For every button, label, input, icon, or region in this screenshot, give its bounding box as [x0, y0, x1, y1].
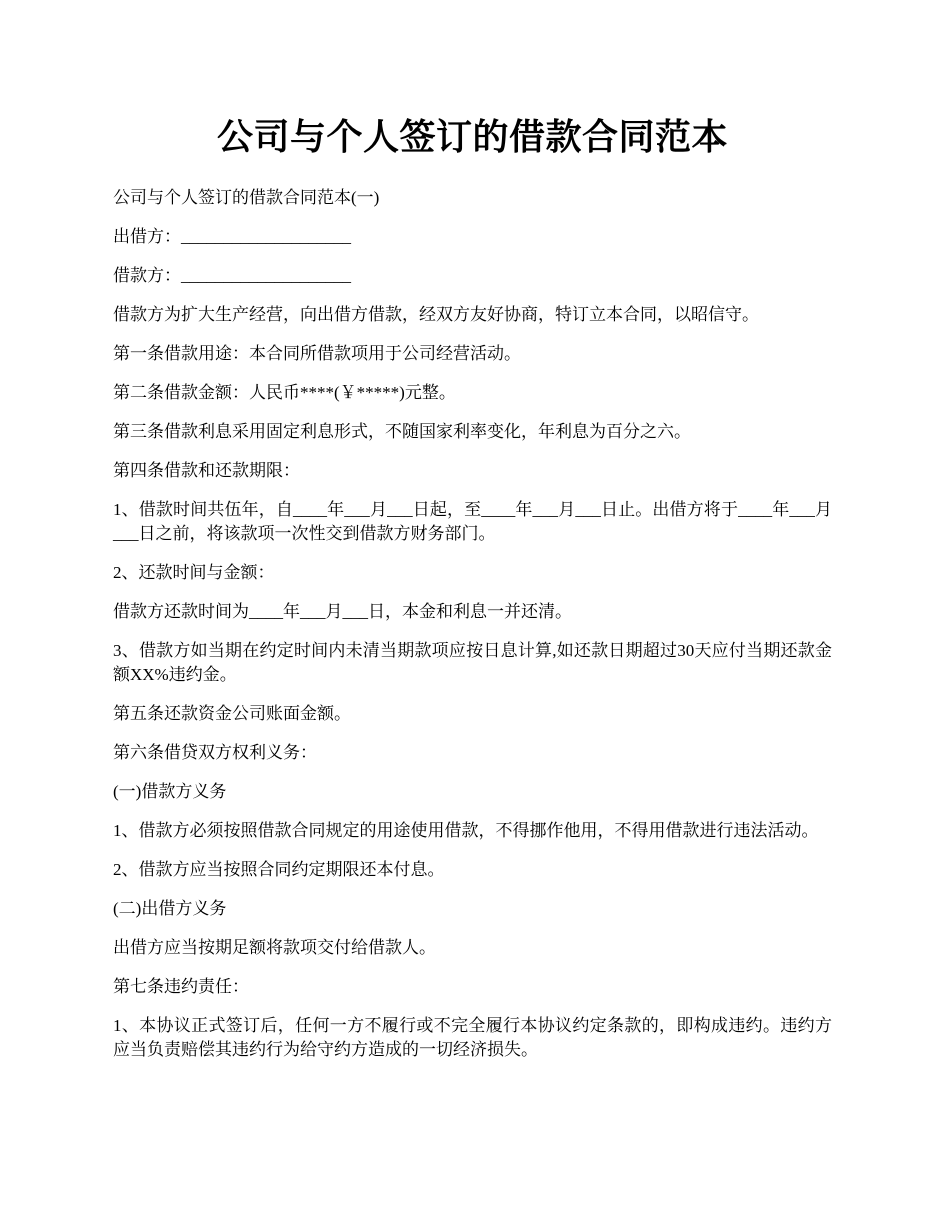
paragraph-preamble: 借款方为扩大生产经营，向出借方借款，经双方友好协商，特订立本合同，以昭信守。 [113, 305, 759, 324]
paragraph-borrower-duty-1: 1、借款方必须按照借款合同规定的用途使用借款，不得挪作他用，不得用借款进行违法活动。 [113, 821, 819, 840]
paragraph-article-1: 第一条借款用途：本合同所借款项用于公司经营活动。 [113, 344, 521, 363]
paragraph-borrower-duties-heading: (一)借款方义务 [113, 782, 227, 801]
paragraph-repayment-time: 借款方还款时间为____年___月___日，本金和利息一并还清。 [113, 602, 572, 621]
paragraph-article-6: 第六条借贷双方权利义务： [113, 743, 317, 762]
paragraph-article-4: 第四条借款和还款期限： [113, 461, 300, 480]
paragraph-article-3: 第三条借款利息采用固定利息形式，不随国家利率变化，年利息为百分之六。 [113, 422, 691, 441]
paragraph-article-7-item-1: 1、本协议正式签订后，任何一方不履行或不完全履行本协议约定条款的，即构成违约。违约方应当负责赔偿其违约行为给守约方造成的一切经济损失。 [113, 1016, 832, 1059]
paragraph-lender-duty: 出借方应当按期足额将款项交付给借款人。 [113, 938, 436, 957]
paragraph-lender: 出借方：____________________ [113, 227, 351, 246]
paragraph-article-4-item-1: 1、借款时间共伍年，自____年___月___日起，至____年___月___日止。出借方将于____年___月___日之前，将该款项一次性交到借款方财务部门。 [113, 500, 832, 543]
paragraph-article-2: 第二条借款金额：人民币****(￥*****)元整。 [113, 383, 456, 402]
paragraph-article-7: 第七条违约责任： [113, 977, 249, 996]
paragraph-lender-duties-heading: (二)出借方义务 [113, 899, 227, 918]
paragraph-borrower: 借款方：____________________ [113, 266, 351, 285]
paragraph-article-5: 第五条还款资金公司账面金额。 [113, 704, 351, 723]
paragraph-article-4-item-3: 3、借款方如当期在约定时间内未清当期款项应按日息计算,如还款日期超过30天应付当期还款金额XX%违约金。 [113, 641, 832, 684]
paragraph-article-4-item-2: 2、还款时间与金额： [113, 563, 275, 582]
document-title: 公司与个人签订的借款合同范本 [216, 117, 728, 157]
paragraph-borrower-duty-2: 2、借款方应当按照合同约定期限还本付息。 [113, 860, 445, 879]
paragraph-subtitle: 公司与个人签订的借款合同范本(一) [113, 188, 380, 207]
